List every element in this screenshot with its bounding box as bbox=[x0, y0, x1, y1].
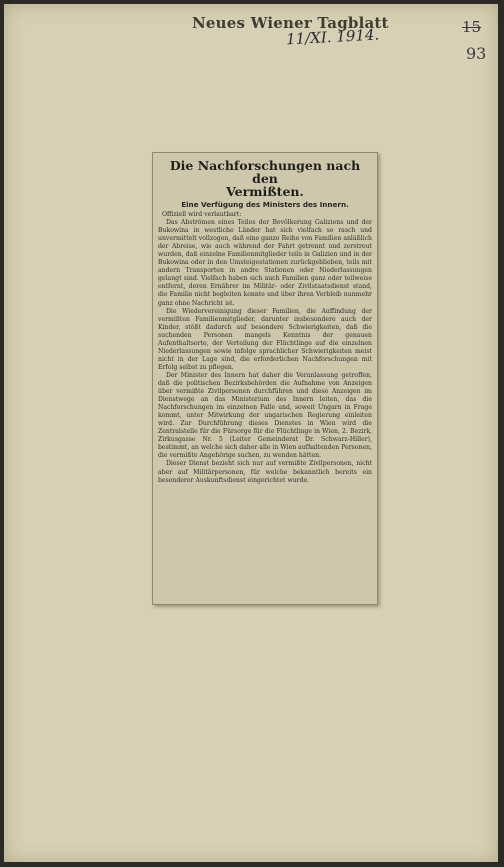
paragraph: Dieser Dienst bezieht sich nur auf vermißte Zivilpersonen, nicht aber auf Militärpersonen, für welche bekanntlich bereits ein besonderer Auskunftsdienst eingerichtet wurde. bbox=[158, 460, 372, 484]
article-headline bbox=[159, 159, 371, 198]
paragraph: Das Abströmen eines Teiles der Bevölkerung Galiziens und der Bukowina in westliche Länder hat sich vielfach so rasch und unvermittelt vollzogen, daß eine ganze Reihe von Familien anläßlich der Abreise, wie auch während der Fahrt getrennt und zerstreut wurden, daß einzelne Familienmitglieder teils in Galizien und in der Bukowina oder in den Umsteigestationen zurückgeblieben, teils mit andern Transporten in andre Stationen oder Niederlassungen gelangt sind. Vielfach haben sich auch Familien ganz oder teilweise entfernt, deren Ernährer im Militär- oder Zivilstaatsdienst stand, die Familie nicht begleiten konnte und über ihren Verbleib nunmehr ganz ohne Nachricht ist. bbox=[158, 219, 372, 307]
paragraph: Offiziell wird verlautbart: bbox=[162, 211, 242, 218]
article-subhead: Eine Verfügung des Ministers des Innern. bbox=[181, 200, 349, 209]
paragraph: Die Wiedervereinigung dieser Familien, die Auffindung der vermißten Familienmitglieder, darunter insbesondere auch der Kinder, stößt dadurch auf besondere Schwierigkeiten, daß die suchenden Personen mangels Kenntnis der genauen Aufenthaltsorte, der Verteilung der Flüchtlinge auf die einzelnen Niederlassungen sowie infolge sprachlicher Schwierigkeiten meist nicht in der Lage sind, die erforderlichen Nachforschungen mit Erfolg selbst zu pflegen. bbox=[158, 307, 372, 371]
article-body bbox=[158, 211, 372, 485]
newspaper-clipping bbox=[152, 152, 378, 605]
newspaper-masthead: Neues Wiener Tagblatt bbox=[192, 14, 389, 32]
headline-line-2: Vermißten. bbox=[226, 184, 304, 199]
crossed-page-number: 15 bbox=[462, 18, 482, 36]
handwritten-date: 11/XI. 1914. bbox=[285, 25, 380, 49]
paragraph: Der Minister des Innern hat daher die Veranlassung getroffen, daß die politischen Bezirksbehörden die Aufnahme von Anzeigen über vermißte Zivilpersonen durchführen und diese Anzeigen im Dienstwege an das Ministerium des Innern leiten, das die Nachforschungen im einzelnen Falle und, soweit Ungarn in Frage kommt, unter Mitwirkung der ungarischen Regierung einleiten wird. Zur Durchführung dieses Dienstes in Wien wird die Zentralstelle für die Fürsorge für die Flüchtlinge in Wien, 2. Bezirk, Zirkusgasse Nr. 5 (Leiter Gemeinderat Dr. Schwarz-Hiller), bestimmt, an welche sich daher alle in Wien aufhaltenden Personen, die vermißte Angehörige suchen, zu wenden hätten. bbox=[158, 371, 372, 460]
headline-line-1: Die Nachforschungen nach den bbox=[169, 158, 361, 186]
page-number: 93 bbox=[466, 44, 487, 63]
